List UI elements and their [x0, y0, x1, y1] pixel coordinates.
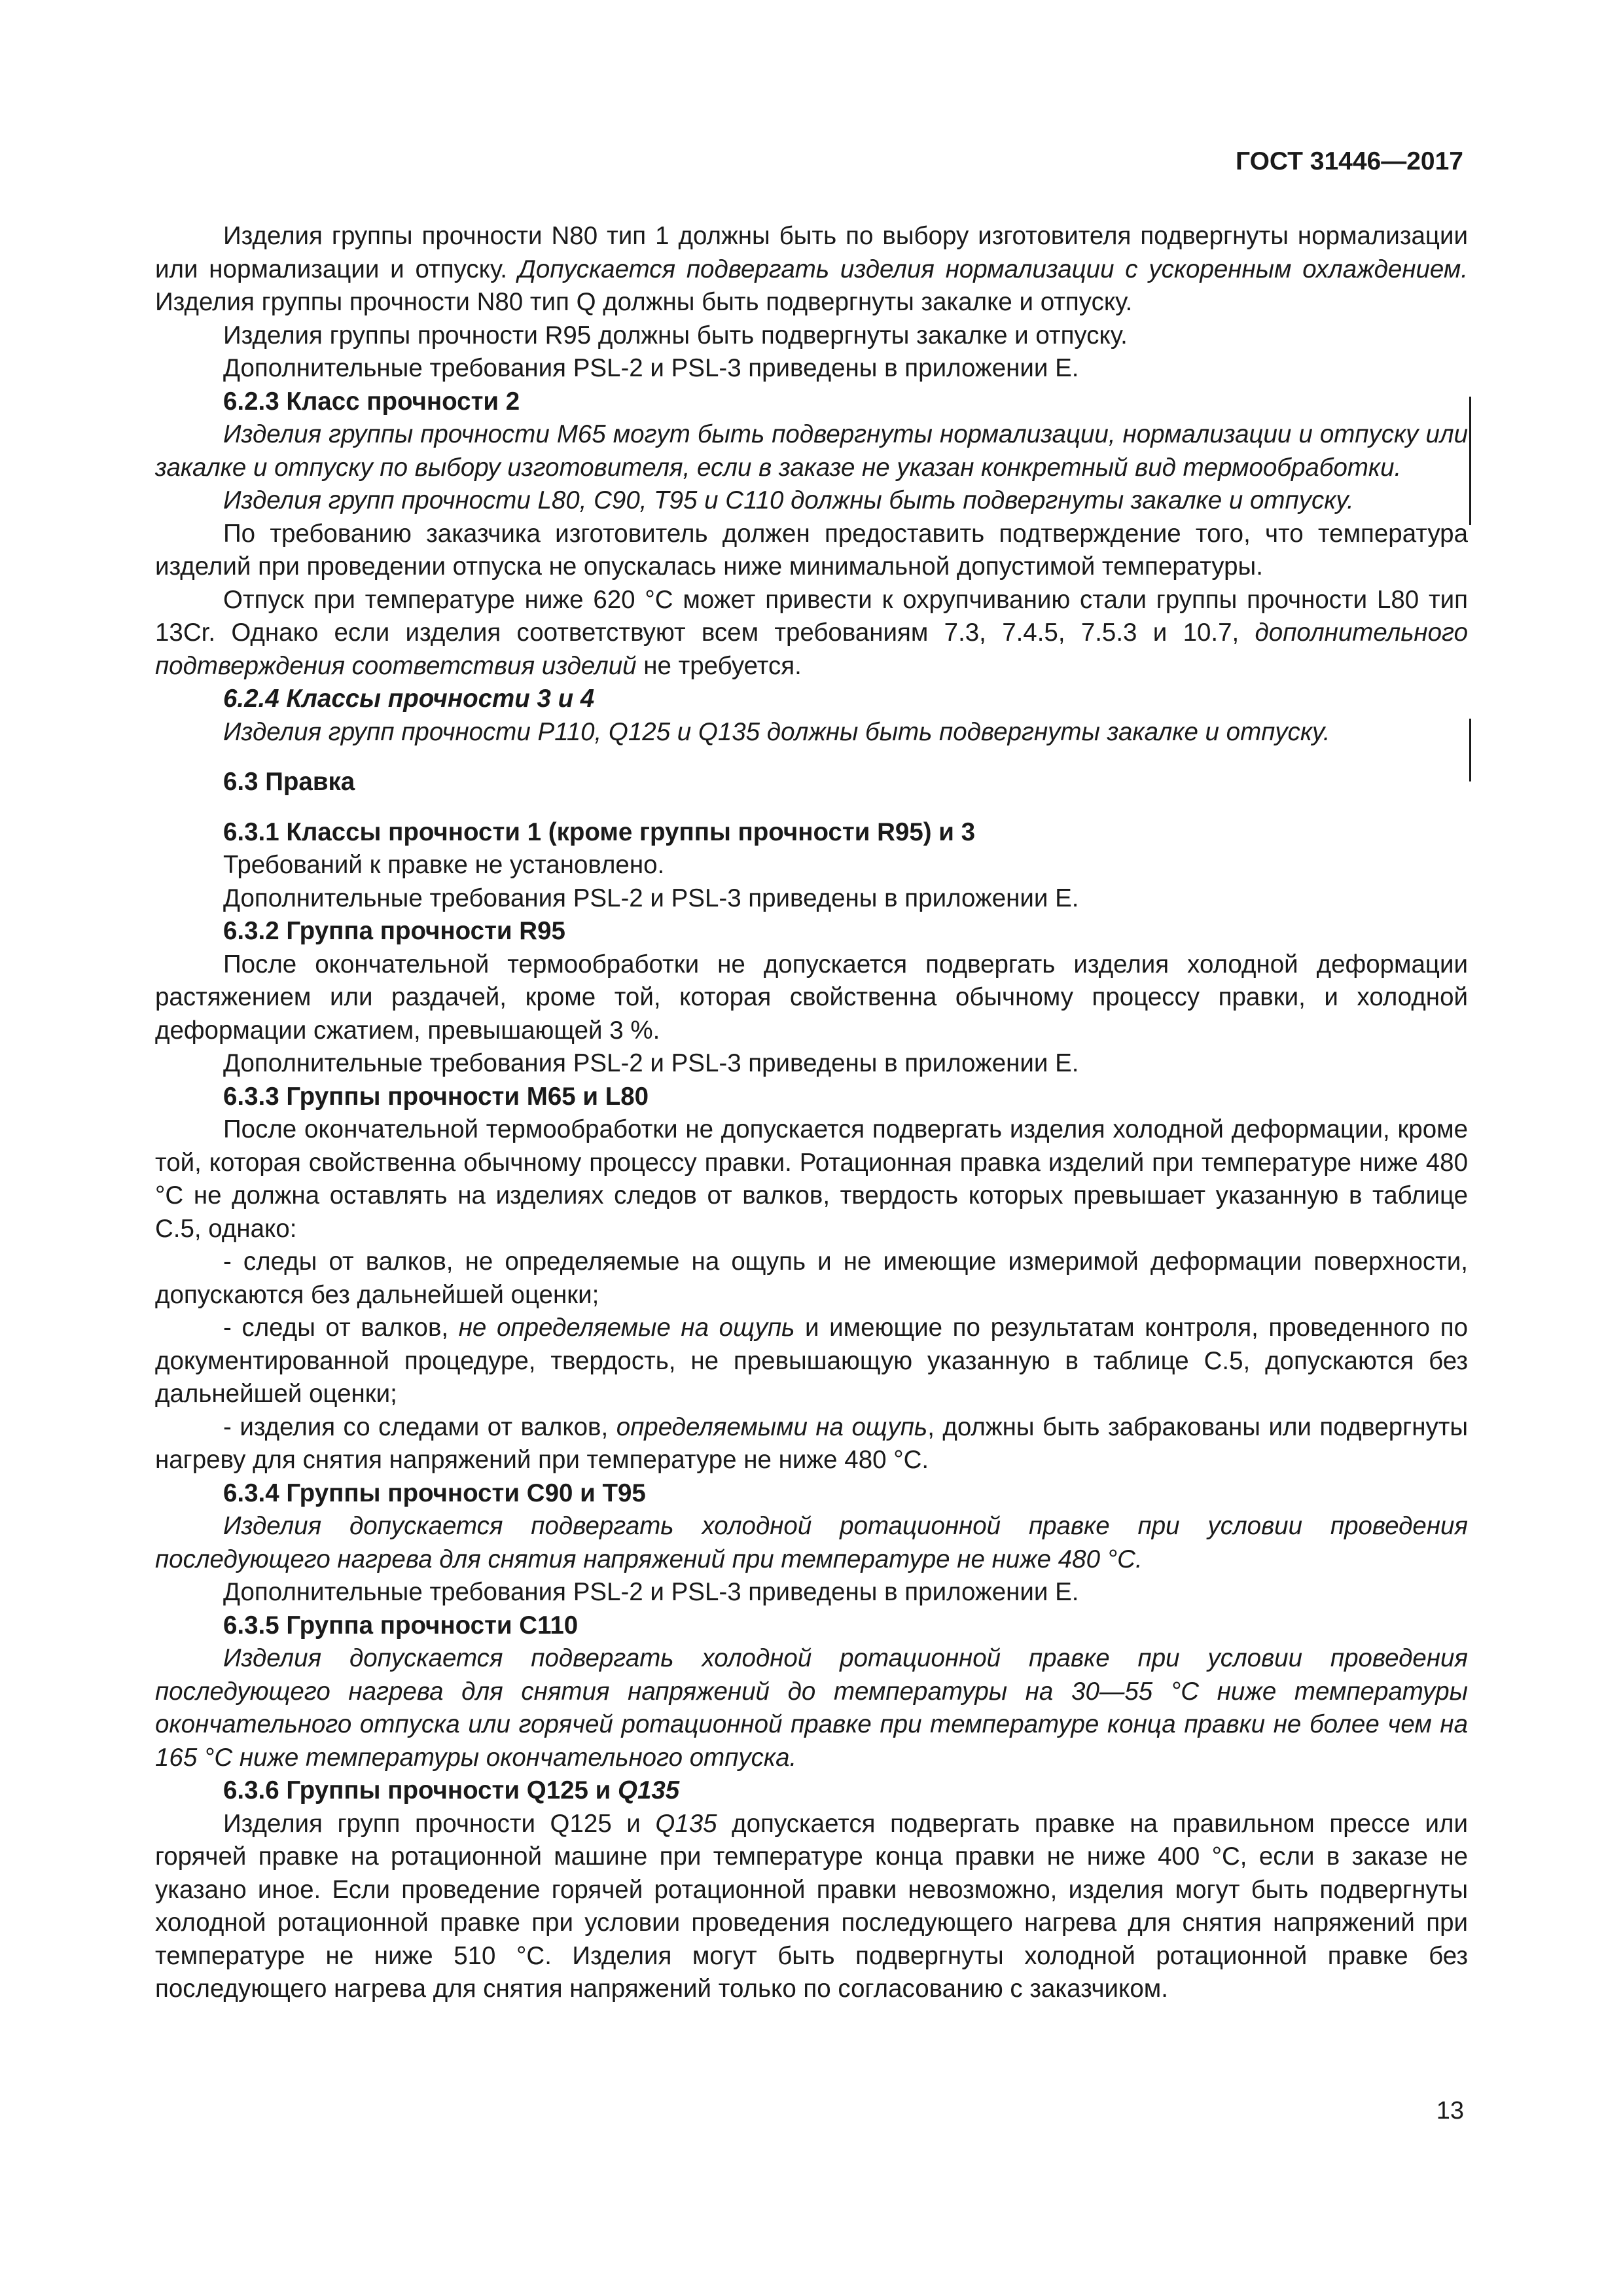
list-item: - изделия со следами от валков, определяемыми на ощупь, должны быть забракованы или подвергнуты нагреву для снятия напряжений при температуре не ниже 480 °С. [155, 1412, 1469, 1474]
section-heading-6-3-6: 6.3.6 Группы прочности Q125 и Q135 [223, 1776, 680, 1804]
paragraph: Изделия группы прочности R95 должны быть подвергнуты закалке и отпуску. [223, 321, 1128, 350]
list-item: - следы от валков, не определяемые на ощупь и не имеющие измеримой деформации поверхности, допускаются без дальнейшей оценки; [155, 1247, 1468, 1309]
section-heading-6-2-4: 6.2.4 Классы прочности 3 и 4 [223, 685, 595, 713]
paragraph: Отпуск при температуре ниже 620 °С может привести к охрупчиванию стали группы прочности L80 тип 13Cr. Однако если изделия соответствуют всем требованиям 7.3, 7.4.5, 7.5.3 и 10.7, дополнительного подтверждения соответствия изделий не требуется. [155, 585, 1468, 680]
section-heading-6-3-1: 6.3.1 Классы прочности 1 (кроме группы прочности R95) и 3 [223, 817, 976, 846]
paragraph: Изделия группы прочности N80 тип 1 должны быть по выбору изготовителя подвергнуты нормализации или нормализации и отпуску. Допускается подвергать изделия нормализации с ускоренным охлаждением. Изделия группы прочности N80 тип Q должны быть подвергнуты закалке и отпуску. [155, 222, 1468, 316]
paragraph: Изделия групп прочности P110, Q125 и Q135 должны быть подвергнуты закалке и отпуску. [223, 717, 1330, 746]
section-heading-6-2-3: 6.2.3 Класс прочности 2 [223, 387, 520, 416]
change-bar-2 [1469, 719, 1471, 781]
change-bar-1 [1469, 397, 1471, 525]
paragraph: По требованию заказчика изготовитель должен предоставить подтверждение того, что температура изделий при проведении отпуска не опускалась ниже минимальной допустимой температуры. [155, 519, 1468, 581]
paragraph: Изделия допускается подвергать холодной ротационной правке при условии проведения последующего нагрева для снятия напряжений при температуре не ниже 480 °С. [155, 1512, 1468, 1573]
paragraph: Дополнительные требования PSL-2 и PSL-3 приведены в приложении Е. [223, 354, 1079, 382]
page-number: 13 [1436, 2097, 1464, 2125]
section-heading-6-3-3: 6.3.3 Группы прочности M65 и L80 [223, 1082, 649, 1111]
paragraph: Изделия групп прочности Q125 и Q135 допускается подвергать правке на правильном прессе или горячей правке на ротационной машине при температуре конца правки не ниже 400 °С, если в заказе не указано иное. Если проведение горячей ротационной правки невозможно, изделия могут быть подвергнуты холодной ротационной правке при условии проведения последующего нагрева для снятия напряжений при температуре не ниже 510 °С. Изделия могут быть подвергнуты холодной ротационной правке без последующего нагрева для снятия напряжений только по согласованию с заказчиком. [155, 1809, 1468, 2003]
document-code-header: ГОСТ 31446—2017 [1236, 147, 1463, 175]
document-body [155, 220, 1468, 2006]
section-heading-6-3-5: 6.3.5 Группа прочности C110 [223, 1611, 579, 1640]
section-heading-6-3-2: 6.3.2 Группа прочности R95 [223, 917, 565, 945]
paragraph: Дополнительные требования PSL-2 и PSL-3 приведены в приложении Е. [223, 884, 1079, 912]
section-heading-6-3: 6.3 Правка [223, 768, 355, 796]
paragraph: Дополнительные требования PSL-2 и PSL-3 приведены в приложении Е. [223, 1578, 1079, 1606]
paragraph: После окончательной термообработки не допускается подвергать изделия холодной деформации растяжением или раздачей, кроме той, которая свойственна обычному процессу правки, и холодной деформации сжатием, превышающей 3 %. [155, 950, 1468, 1045]
paragraph: После окончательной термообработки не допускается подвергать изделия холодной деформации, кроме той, которая свойственна обычному процессу правки. Ротационная правка изделий при температуре ниже 480 °С не должна оставлять на изделиях следов от валков, твердость которых превышает указанную в таблице С.5, однако: [155, 1115, 1468, 1243]
paragraph: Изделия группы прочности M65 могут быть подвергнуты нормализации, нормализации и отпуску или закалке и отпуску по выбору изготовителя, если в заказе не указан конкретный вид термообработки. [155, 420, 1468, 482]
list-item: - следы от валков, не определяемые на ощупь и имеющие по результатам контроля, проведенного по документированной процедуре, твердость, не превышающую указанную в таблице С.5, допускаются без дальнейшей оценки; [155, 1314, 1468, 1408]
paragraph: Изделия групп прочности L80, C90, T95 и C110 должны быть подвергнуты закалке и отпуску. [223, 486, 1354, 514]
section-heading-6-3-4: 6.3.4 Группы прочности C90 и T95 [223, 1479, 646, 1507]
paragraph: Дополнительные требования PSL-2 и PSL-3 приведены в приложении Е. [223, 1049, 1079, 1077]
paragraph: Изделия допускается подвергать холодной ротационной правке при условии проведения последующего нагрева для снятия напряжений до температуры на 30—55 °С ниже температуры окончательного отпуска или горячей ротационной правке при температуре конца правки не более чем на 165 °С ниже температуры окончательного отпуска. [155, 1644, 1468, 1772]
paragraph: Требований к правке не установлено. [223, 851, 665, 879]
